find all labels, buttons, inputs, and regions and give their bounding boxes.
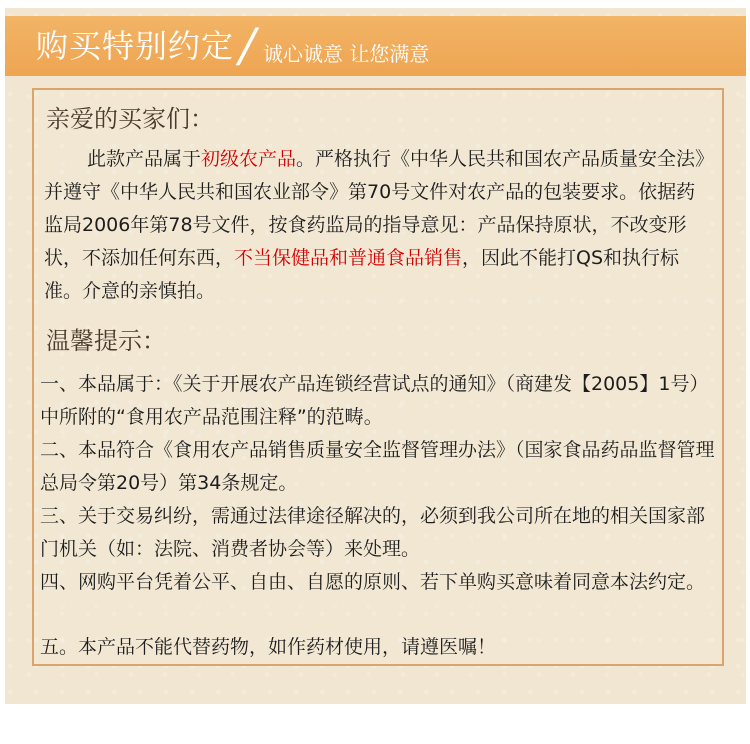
paragraph-text-2: 。严格执行《中华人民共和国农产品质量安全法》并遵守《中华人民共和国农业部令》第70号文件对农产品的包装要求。依据药监局2006年第78号文件，按食药监局的指导意见：产品保持原状，不改变形状，不添加任何东西，	[44, 148, 705, 269]
section-title-tips: 温馨提示：	[46, 327, 166, 355]
paragraph-text-3: ，因此不能打QS和执行标准。介意的亲慎拍。	[44, 247, 680, 302]
header-banner	[5, 16, 746, 76]
section-paragraph	[44, 143, 712, 308]
header-slash: /	[234, 18, 262, 72]
header-title: 购买特别约定	[36, 27, 235, 65]
paragraph-text-1: 此款产品属于	[87, 148, 202, 170]
header-subtitle: 诚心诚意 让您满意	[263, 42, 430, 66]
tip-item-1: 一、本品属于：《关于开展农产品连锁经营试点的通知》（商建发【2005】1号）中所附的“食用农产品范围注释”的范畴。	[40, 373, 709, 428]
notice-panel	[5, 8, 746, 704]
content-box	[32, 88, 724, 666]
tip-item-5: 五。本产品不能代替药物，如作药材使用，请遵医嘱！	[40, 636, 497, 658]
tip-item-2: 二、本品符合《食用农产品销售质量安全监督管理办法》（国家食品药品监督管理总局令第20号）第34条规定。	[40, 439, 715, 494]
section-title-buyers: 亲爱的买家们：	[46, 105, 214, 133]
tip-item-4: 四、网购平台凭着公平、自由、自愿的原则、若下单购买意味着同意本法约定。	[40, 571, 706, 593]
tip-item-3: 三、关于交易纠纷，需通过法律途径解决的，必须到我公司所在地的相关国家部门机关（如：法院、消费者协会等）来处理。	[40, 505, 706, 560]
highlight-not-health-food: 不当保健品和普通食品销售	[234, 247, 463, 269]
highlight-primary-product: 初级农产品	[201, 148, 297, 170]
